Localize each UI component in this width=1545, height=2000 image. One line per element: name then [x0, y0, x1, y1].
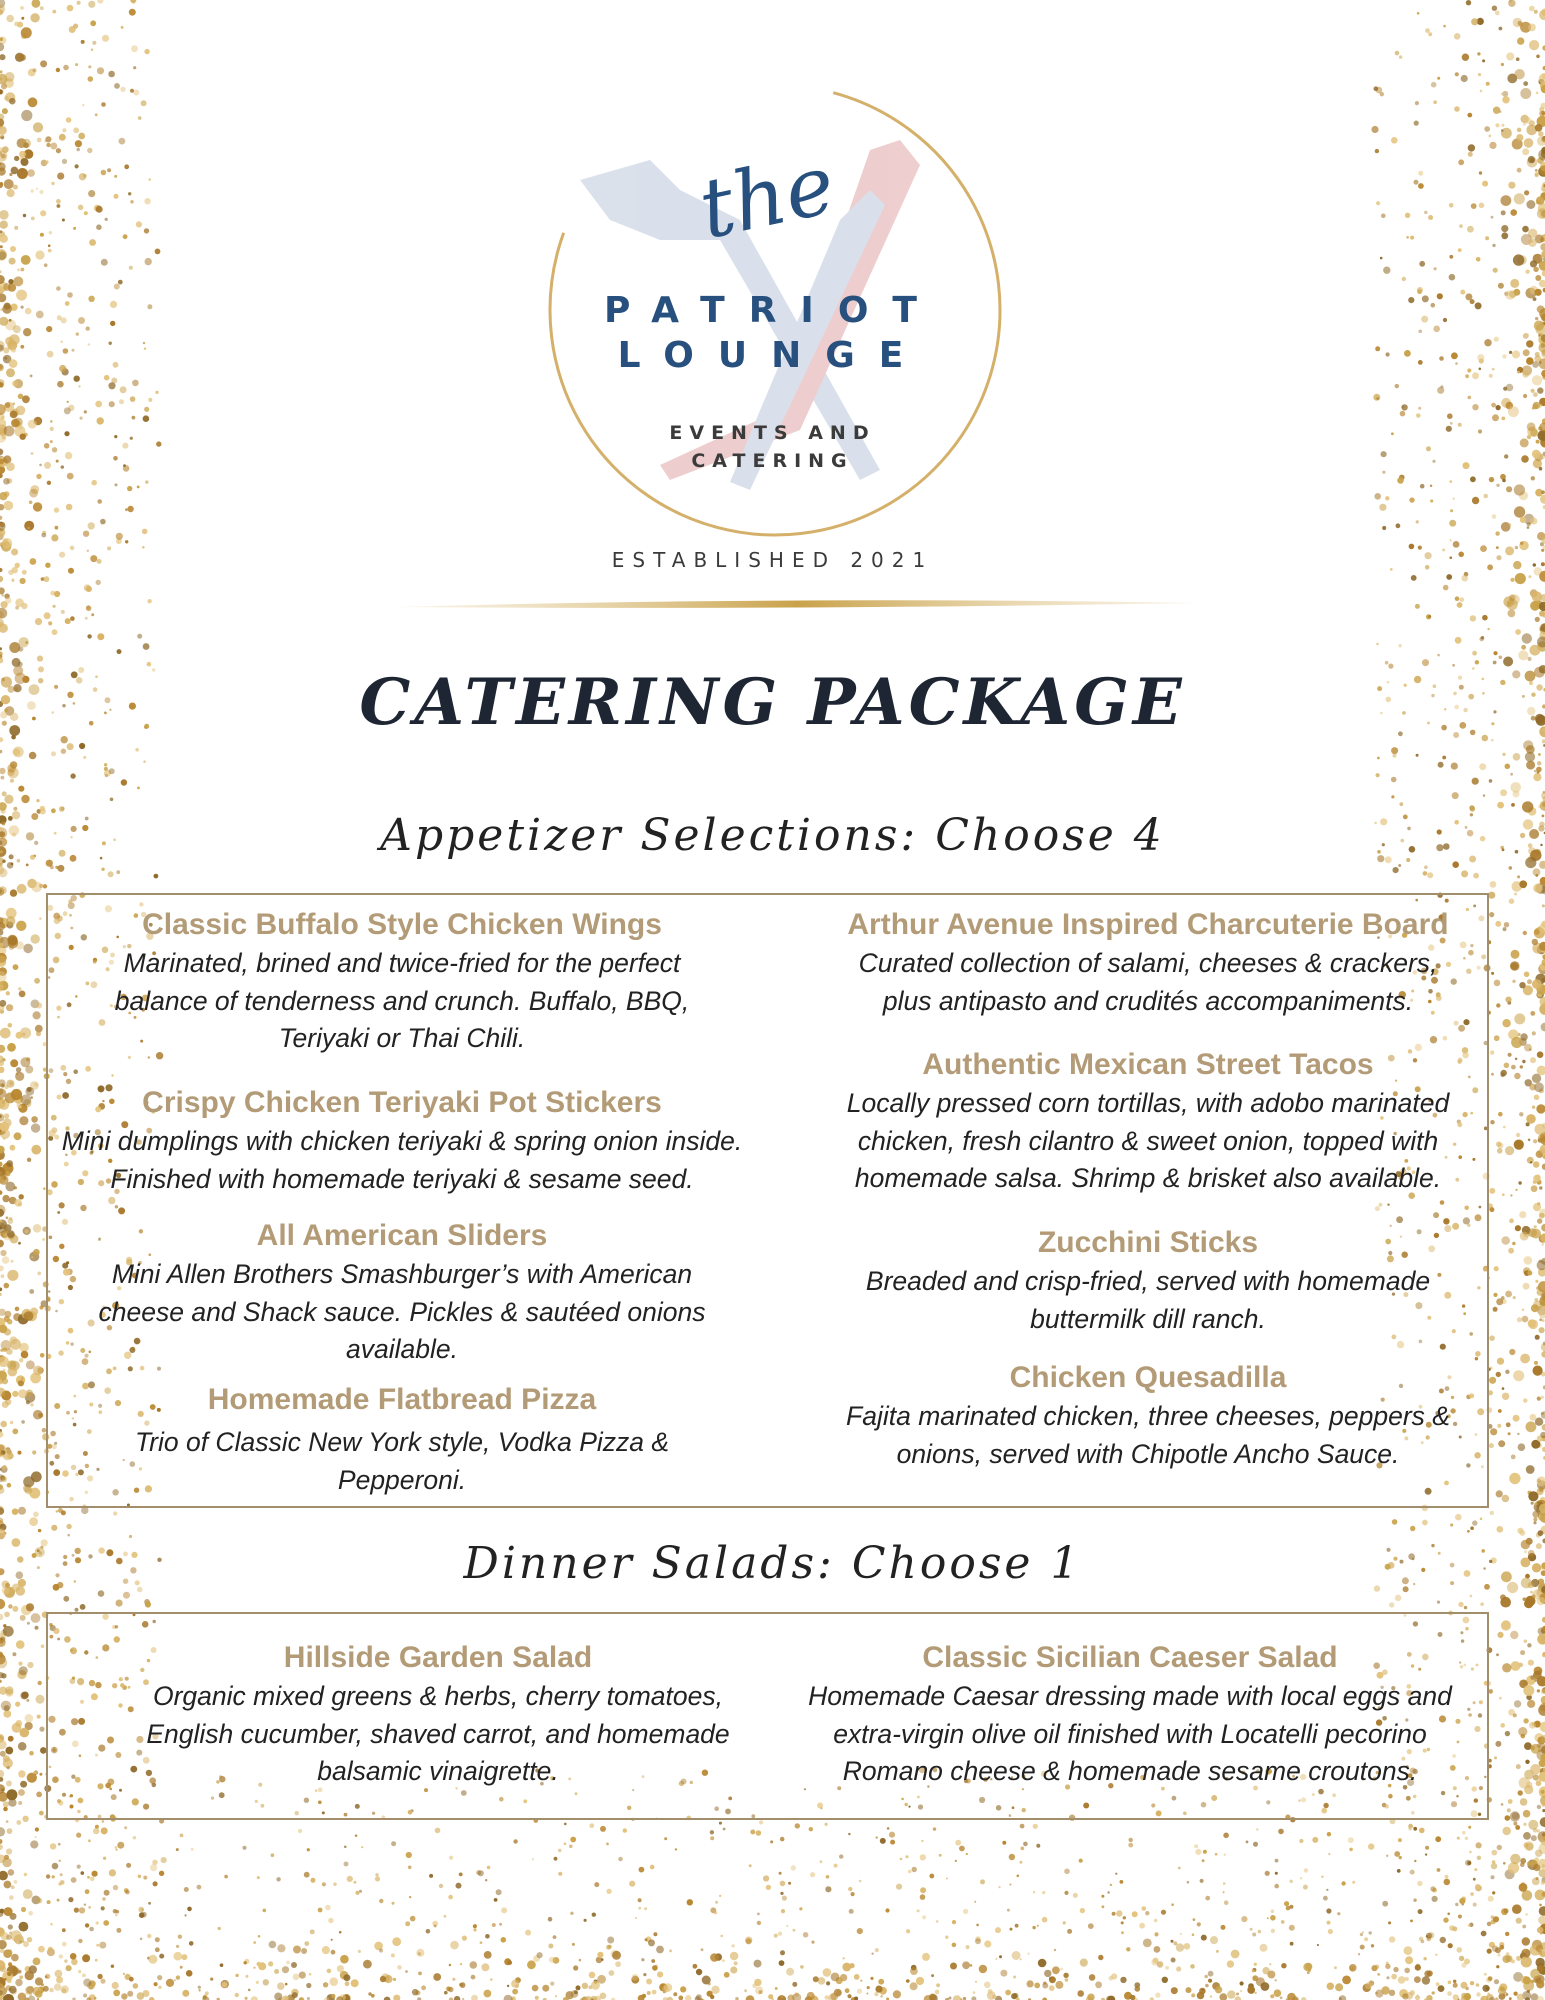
item-name: Hillside Garden Salad	[283, 1641, 593, 1674]
item-name: Classic Buffalo Style Chicken Wings	[142, 908, 662, 941]
logo-events-and: EVENTS AND	[669, 422, 876, 444]
item-name: Crispy Chicken Teriyaki Pot Stickers	[142, 1086, 662, 1119]
item-description: Fajita marinated chicken, three cheeses, peppers & onions, served with Chipotle Ancho Sauce.	[846, 1401, 1450, 1469]
item-name: Authentic Mexican Street Tacos	[922, 1048, 1374, 1081]
appetizer-item	[808, 1045, 1488, 1198]
logo-established: ESTABLISHED 2021	[611, 548, 934, 572]
salad-item	[88, 1638, 788, 1791]
appetizer-item	[808, 1223, 1488, 1338]
item-name: Arthur Avenue Inspired Charcuterie Board	[847, 908, 1449, 941]
salad-item	[775, 1638, 1485, 1791]
item-name: Homemade Flatbread Pizza	[207, 1383, 597, 1416]
appetizer-item	[52, 1380, 752, 1499]
logo-brand-patriot: PATRIOT	[604, 290, 941, 331]
page-title: CATERING PACKAGE	[359, 665, 1186, 740]
item-description: Marinated, brined and twice-fried for the perfect balance of tenderness and crunch. Buffalo, BBQ, Teriyaki or Thai Chili.	[114, 948, 690, 1053]
appetizer-item	[52, 905, 752, 1058]
item-name: Zucchini Sticks	[1037, 1226, 1259, 1259]
logo-brand-lounge: LOUNGE	[617, 335, 928, 376]
item-description: Mini dumplings with chicken teriyaki & spring onion inside. Finished with homemade teriyaki & sesame seed.	[61, 1126, 743, 1194]
item-name: Classic Sicilian Caeser Salad	[922, 1641, 1338, 1674]
item-description: Homemade Caesar dressing made with local eggs and extra-virgin olive oil finished with Locatelli pecorino Romano cheese & homemade sesame croutons.	[808, 1681, 1452, 1786]
appetizer-item	[808, 1358, 1488, 1473]
logo-script-the: the	[691, 137, 843, 258]
appetizer-heading: Appetizer Selections: Choose 4	[380, 810, 1165, 861]
item-name: All American Sliders	[256, 1219, 548, 1252]
item-description: Locally pressed corn tortillas, with adobo marinated chicken, fresh cilantro & sweet onion, topped with homemade salsa. Shrimp & brisket also available.	[846, 1088, 1450, 1193]
logo-catering: CATERING	[691, 450, 854, 472]
appetizer-item	[52, 1216, 752, 1369]
item-description: Organic mixed greens & herbs, cherry tomatoes, English cucumber, shaved carrot, and homemade balsamic vinaigrette.	[146, 1681, 730, 1786]
salad-heading: Dinner Salads: Choose 1	[463, 1538, 1082, 1589]
appetizer-item	[808, 905, 1488, 1020]
appetizer-item	[52, 1083, 752, 1198]
item-description: Mini Allen Brothers Smashburger’s with American cheese and Shack sauce. Pickles & sautéed onions available.	[98, 1259, 706, 1364]
item-description: Trio of Classic New York style, Vodka Pizza & Pepperoni.	[134, 1427, 670, 1495]
gold-divider	[395, 598, 1200, 612]
item-name: Chicken Quesadilla	[1009, 1361, 1287, 1394]
item-description: Breaded and crisp-fried, served with homemade buttermilk dill ranch.	[865, 1266, 1431, 1334]
item-description: Curated collection of salami, cheeses & crackers, plus antipasto and crudités accompaniments.	[858, 948, 1438, 1016]
